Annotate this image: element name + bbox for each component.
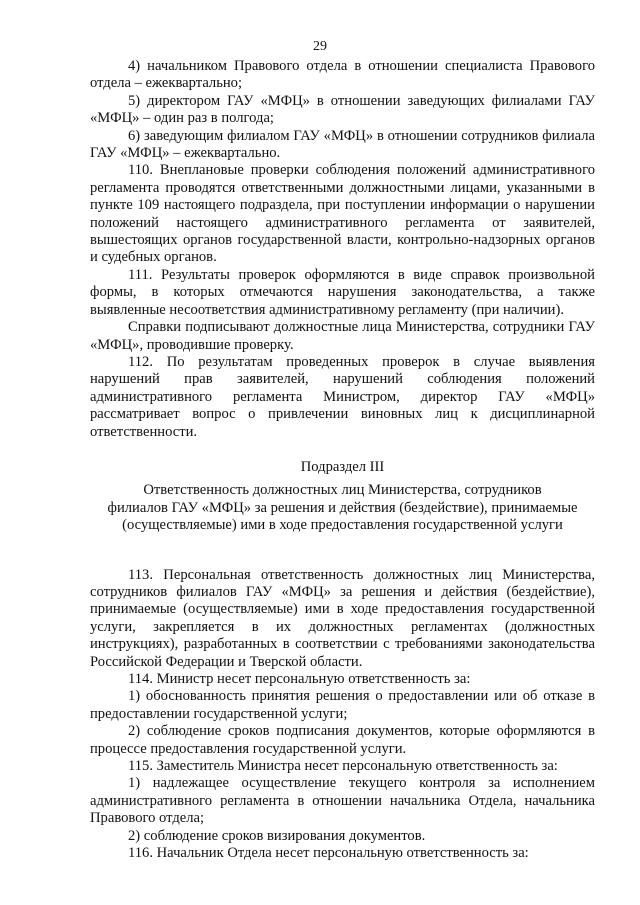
paragraph-111: 111. Результаты проверок оформляются в виде справок произвольной формы, в которых отмечаются нарушения законодательства, а также выявленные несоответствия административному регламенту (при наличии). (90, 266, 595, 318)
subsection-heading-line-3: (осуществляемые) ими в ходе предоставления государственной услуги (122, 517, 563, 534)
paragraph-115-item-2: 2) соблюдение сроков визирования документов. (128, 827, 426, 844)
paragraph-114-item-2: 2) соблюдение сроков подписания документов, которые оформляются в процессе предоставления государственной услуги. (90, 723, 595, 757)
subsection-heading-line-2: филиалов ГАУ «МФЦ» за решения и действия (бездействие), принимаемые (107, 499, 578, 516)
paragraph-item-4: 4) начальником Правового отдела в отношении специалиста Правового отдела – ежеквартально; (90, 58, 595, 92)
paragraph-113: 113. Персональная ответственность должностных лиц Министерства, сотрудников филиалов ГАУ «МФЦ» за решения и действия (бездействие), принимаемые (осуществляемые) ими в ходе предоставления государственной услуги, закрепляется в их должностных регламентах (должностных инструкциях), разработанных в соответствии с требованиями законодательства Российской Федерации и Тверской области. (90, 566, 595, 670)
paragraph-115-item-1: 1) надлежащее осуществление текущего контроля за исполнением административного регламента в отношении начальника Отдела, начальника Правового отдела; (90, 775, 595, 827)
document-body (90, 58, 595, 862)
paragraph-114-item-1: 1) обоснованность принятия решения о предоставлении или об отказе в предоставлении государственной услуги; (90, 688, 595, 722)
paragraph-item-6: 6) заведующим филиалом ГАУ «МФЦ» в отношении сотрудников филиала ГАУ «МФЦ» – ежеквартально. (90, 127, 595, 162)
subsection-title: Подраздел III (300, 458, 385, 475)
paragraph-116: 116. Начальник Отдела несет персональную ответственность за: (128, 845, 529, 862)
paragraph-114: 114. Министр несет персональную ответственность за: (128, 671, 471, 687)
page-number: 29 (313, 39, 327, 54)
subsection-heading (90, 459, 595, 535)
subsection-heading-line-1: Ответственность должностных лиц Министерства, сотрудников (143, 482, 542, 499)
paragraph-112: 112. По результатам проведенных проверок в случае выявления нарушений прав заявителей, нарушений соблюдения положений административного регламента Министром, директор ГАУ «МФЦ» рассматривает вопрос о привлечении виновных лиц к дисциплинарной ответственности. (90, 353, 595, 440)
paragraph-item-5: 5) директором ГАУ «МФЦ» в отношении заведующих филиалами ГАУ «МФЦ» – один раз в полгода; (90, 92, 595, 127)
paragraph-signatures: Справки подписывают должностные лица Министерства, сотрудники ГАУ «МФЦ», проводившие проверку. (90, 319, 595, 353)
paragraph-110: 110. Внеплановые проверки соблюдения положений административного регламента проводятся ответственными должностными лицами, указанными в пункте 109 настоящего подраздела, при поступлении информации о нарушении положений настоящего административного регламента от заявителей, вышестоящих органов государственной власти, контрольно-надзорных органов и судебных органов. (90, 162, 595, 266)
paragraph-115: 115. Заместитель Министра несет персональную ответственность за: (128, 758, 558, 775)
